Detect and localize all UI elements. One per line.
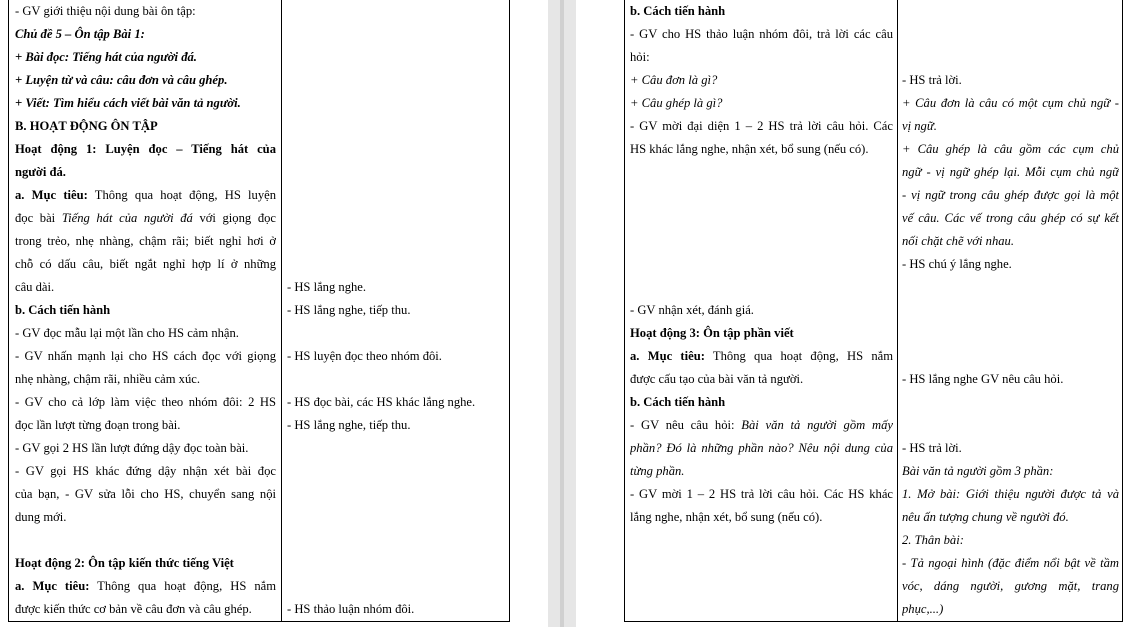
text-line: b. Cách tiến hành	[630, 395, 726, 409]
text-segment: Thông qua hoạt động, HS nắm	[89, 579, 276, 593]
text-line: - HS lắng nghe, tiếp thu.	[287, 418, 411, 432]
text-segment: Thông qua hoạt động, HS luyện	[87, 188, 276, 202]
text-line	[630, 207, 893, 230]
text-line: + Câu ghép là câu gồm các cụm chủ	[902, 142, 1119, 156]
text-line	[287, 322, 505, 345]
text-segment: đọc bài	[15, 211, 62, 225]
text-line: 1. Mở bài: Giới thiệu người được tả và	[902, 487, 1119, 501]
text-line	[287, 0, 505, 23]
student-activity-column	[287, 0, 505, 621]
lesson-table-left	[8, 0, 510, 622]
text-line	[287, 23, 505, 46]
text-line: Hoạt động 2: Ôn tập kiến thức tiếng Việt	[15, 556, 234, 570]
text-line	[287, 207, 505, 230]
text-segment: a. Mục tiêu:	[630, 349, 705, 363]
document-page-right	[576, 0, 1127, 627]
text-line: - HS luyện đọc theo nhóm đôi.	[287, 349, 442, 363]
text-line: b. Cách tiến hành	[630, 4, 726, 18]
text-line	[902, 414, 1119, 437]
text-segment: a. Mục tiêu:	[15, 579, 90, 593]
text-line: lắng nghe, nhận xét, bổ sung (nếu có).	[630, 510, 823, 524]
text-line	[630, 414, 893, 437]
text-line: của bạn, - GV sửa lỗi cho HS, chuyển sang nội	[15, 487, 276, 501]
text-line: phần? Đó là những phần nào? Nêu nội dung của	[630, 441, 893, 455]
text-segment: a. Mục tiêu:	[15, 188, 88, 202]
text-line: - HS trả lời.	[902, 441, 962, 455]
text-line	[287, 184, 505, 207]
text-line	[287, 253, 505, 276]
text-line: - GV gọi 2 HS lần lượt đứng dậy đọc toàn bài.	[15, 441, 249, 455]
text-segment: Thông qua hoạt động, HS nắm	[704, 349, 893, 363]
text-line	[15, 207, 276, 230]
lesson-table-right	[624, 0, 1123, 622]
text-line	[902, 46, 1119, 69]
text-line: - HS chú ý lắng nghe.	[902, 257, 1012, 271]
text-line: - GV nhận xét, đánh giá.	[630, 303, 754, 317]
text-line	[287, 483, 505, 506]
text-line: câu dài.	[15, 280, 55, 294]
text-line: vóc, dáng người, gương mặt, trang	[902, 579, 1119, 593]
text-line	[287, 230, 505, 253]
text-line: trong trẻo, nhẹ nhàng, chậm rãi; biết nghỉ hơi ở	[15, 234, 276, 248]
text-line: Hoạt động 3: Ôn tập phần viết	[630, 326, 794, 340]
page-gutter	[548, 0, 576, 627]
text-line	[287, 506, 505, 529]
text-segment: Tiếng hát của người đá	[61, 211, 193, 225]
text-line: - HS thảo luận nhóm đôi.	[287, 602, 415, 616]
text-line: hỏi:	[630, 50, 650, 64]
text-line: nhẹ nhàng, chậm rãi, nhiều cảm xúc.	[15, 372, 200, 386]
text-line	[902, 299, 1119, 322]
text-line: vế câu. Các vế trong câu ghép có sự kết	[902, 211, 1119, 225]
text-line: người đá.	[15, 165, 66, 179]
column-divider	[897, 0, 898, 621]
text-line	[287, 92, 505, 115]
text-line: Hoạt động 1: Luyện đọc – Tiếng hát của	[15, 142, 276, 156]
text-segment: với giọng đọc	[192, 211, 276, 225]
text-line: nối chặt chẽ với nhau.	[902, 234, 1014, 248]
text-line	[15, 575, 276, 598]
column-divider	[281, 0, 282, 621]
text-line: vị ngữ.	[902, 119, 937, 133]
gutter-scrollbar[interactable]	[560, 0, 564, 627]
text-line	[902, 345, 1119, 368]
text-line: chỗ có dấu câu, biết ngắt nghỉ hợp lí ở những	[15, 257, 276, 271]
text-line: ngữ - vị ngữ ghép lại. Mỗi cụm chủ ngữ	[902, 165, 1119, 179]
text-line: phục,...)	[902, 602, 944, 616]
text-line: + Câu đơn là gì?	[630, 73, 718, 87]
text-line: - GV nhấn mạnh lại cho HS cách đọc với giọng	[15, 349, 276, 363]
text-line: dung mới.	[15, 510, 67, 524]
text-line	[902, 276, 1119, 299]
text-line: - GV mời đại diện 1 – 2 HS trả lời câu hỏi. Các	[630, 119, 893, 133]
text-line	[287, 115, 505, 138]
text-line	[287, 368, 505, 391]
student-activity-column	[902, 0, 1119, 621]
text-segment: - GV nêu câu hỏi:	[630, 418, 742, 432]
text-line: - HS lắng nghe.	[287, 280, 367, 294]
text-line: - GV giới thiệu nội dung bài ôn tập:	[15, 4, 196, 18]
text-line: nêu ấn tượng chung về người đó.	[902, 510, 1069, 524]
text-line: - GV mời 1 – 2 HS trả lời câu hỏi. Các HS khác	[630, 487, 893, 501]
text-line	[630, 184, 893, 207]
text-line: được cấu tạo của bài văn tả người.	[630, 372, 804, 386]
text-line	[287, 46, 505, 69]
text-line	[902, 23, 1119, 46]
text-line	[287, 138, 505, 161]
text-segment: Bài văn tả người gồm mấy	[741, 418, 893, 432]
text-line	[15, 529, 276, 552]
text-line: - HS lắng nghe GV nêu câu hỏi.	[902, 372, 1064, 386]
text-line: - Tả ngoại hình (đặc điểm nổi bật về tầm	[902, 556, 1119, 570]
text-line: 2. Thân bài:	[902, 533, 964, 547]
text-line	[902, 322, 1119, 345]
text-line: + Viết: Tìm hiểu cách viết bài văn tả người.	[15, 96, 241, 110]
text-line: + Luyện từ và câu: câu đơn và câu ghép.	[15, 73, 228, 87]
text-line	[902, 391, 1119, 414]
text-line: B. HOẠT ĐỘNG ÔN TẬP	[15, 119, 158, 133]
text-line	[630, 276, 893, 299]
text-line: - HS trả lời.	[902, 73, 962, 87]
text-line: + Câu ghép là gì?	[630, 96, 723, 110]
text-line: - HS lắng nghe, tiếp thu.	[287, 303, 411, 317]
text-line: - vị ngữ trong câu ghép được gọi là một	[902, 188, 1119, 202]
text-line	[630, 161, 893, 184]
text-line	[287, 69, 505, 92]
text-line	[15, 184, 276, 207]
text-line: b. Cách tiến hành	[15, 303, 111, 317]
text-line	[630, 253, 893, 276]
text-line	[630, 345, 893, 368]
text-line	[287, 437, 505, 460]
text-line: - GV đọc mẫu lại một lần cho HS cảm nhận.	[15, 326, 239, 340]
text-line	[287, 529, 505, 552]
text-line: + Câu đơn là câu có một cụm chủ ngữ -	[902, 96, 1119, 110]
text-line: - GV gọi HS khác đứng dậy nhận xét bài đọc	[15, 464, 276, 478]
document-page-left	[0, 0, 548, 627]
text-line	[287, 575, 505, 598]
text-line: đọc lần lượt từng đoạn trong bài.	[15, 418, 181, 432]
teacher-activity-column	[15, 0, 276, 621]
text-line: - GV cho cả lớp làm việc theo nhóm đôi: 2 HS	[15, 395, 276, 409]
text-line: Bài văn tả người gồm 3 phần:	[902, 464, 1054, 478]
text-line: + Bài đọc: Tiếng hát của người đá.	[15, 50, 197, 64]
text-line	[902, 0, 1119, 23]
text-line	[630, 230, 893, 253]
teacher-activity-column	[630, 0, 893, 529]
text-line	[287, 161, 505, 184]
text-line	[287, 552, 505, 575]
text-line: được kiến thức cơ bản về câu đơn và câu ghép.	[15, 602, 252, 616]
text-line: từng phần.	[630, 464, 685, 478]
text-line	[287, 460, 505, 483]
text-line: HS khác lắng nghe, nhận xét, bổ sung (nếu có).	[630, 142, 869, 156]
text-line: Chủ đề 5 – Ôn tập Bài 1:	[15, 27, 145, 41]
text-line: - GV cho HS thảo luận nhóm đôi, trả lời các câu	[630, 27, 893, 41]
text-line: - HS đọc bài, các HS khác lắng nghe.	[287, 395, 476, 409]
